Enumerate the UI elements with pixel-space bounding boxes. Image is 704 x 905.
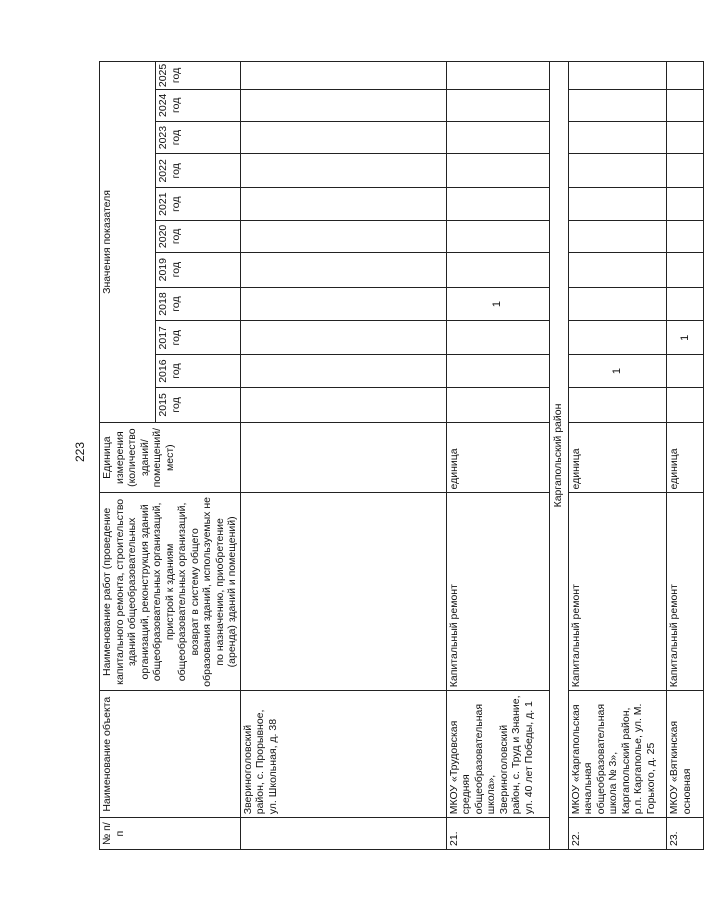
page-number: 223 <box>73 441 88 463</box>
row-value <box>240 188 446 221</box>
row-value <box>446 188 549 221</box>
row-num <box>240 818 446 850</box>
row-value <box>240 221 446 253</box>
rotated-table-wrapper <box>99 61 693 850</box>
row-value <box>667 121 703 154</box>
header-year: 2025 год <box>156 62 240 90</box>
header-unit: Единица измерения (количество зданий/ помещений/ мест) <box>100 422 241 493</box>
header-year: 2018 год <box>156 287 240 321</box>
row-value <box>240 89 446 121</box>
table-row <box>667 62 703 850</box>
row-value <box>667 62 703 90</box>
row-value <box>446 387 549 422</box>
row-value <box>446 121 549 154</box>
header-year: 2024 год <box>156 89 240 121</box>
row-value <box>568 154 666 188</box>
row-object: Звериноголовский район, с. Прорывное, ул. Школьная, д. 38 <box>240 691 446 818</box>
row-value <box>446 62 549 90</box>
table-row <box>446 62 549 850</box>
row-value <box>667 287 703 321</box>
header-year: 2015 год <box>156 387 240 422</box>
row-value <box>568 89 666 121</box>
row-value: 1 <box>667 321 703 355</box>
row-value <box>667 387 703 422</box>
row-value: 1 <box>446 287 549 321</box>
header-year: 2020 год <box>156 221 240 253</box>
region-label: Каргапольский район <box>549 62 568 850</box>
row-value: 1 <box>568 355 666 388</box>
row-value <box>240 252 446 287</box>
header-year: 2022 год <box>156 154 240 188</box>
row-works: Капитальный ремонт <box>446 493 549 691</box>
row-value <box>240 321 446 355</box>
row-num: 23. <box>667 818 703 850</box>
header-num: № п/п <box>100 818 241 850</box>
row-value <box>446 252 549 287</box>
table-row <box>240 62 446 850</box>
row-unit <box>240 422 446 493</box>
row-value <box>240 121 446 154</box>
header-year: 2021 год <box>156 188 240 221</box>
row-value <box>240 355 446 388</box>
table-row <box>568 62 666 850</box>
row-value <box>446 89 549 121</box>
row-unit: единица <box>568 422 666 493</box>
row-value <box>667 154 703 188</box>
row-value <box>568 321 666 355</box>
row-value <box>446 221 549 253</box>
row-value <box>568 252 666 287</box>
row-value <box>667 89 703 121</box>
row-value <box>446 355 549 388</box>
row-num: 21. <box>446 818 549 850</box>
row-object: МКОУ «Трудовская средняя общеобразовательная школа», Звериноголовский район, с. Труд и Знание, ул. 40 лет Победы, д. 1 <box>446 691 549 818</box>
row-value <box>568 121 666 154</box>
row-unit: единица <box>667 422 703 493</box>
row-value <box>667 188 703 221</box>
row-object: МКОУ «Каргапольская начальная общеобразовательная школа № 3», Каргапольский район, р.п. Каргаполье, ул. М. Горького, д. 25 <box>568 691 666 818</box>
header-year: 2017 год <box>156 321 240 355</box>
row-value <box>446 321 549 355</box>
row-value <box>240 62 446 90</box>
header-year: 2023 год <box>156 121 240 154</box>
row-value <box>568 188 666 221</box>
row-value <box>568 387 666 422</box>
row-value <box>568 221 666 253</box>
row-num: 22. <box>568 818 666 850</box>
header-object: Наименование объекта <box>100 691 241 818</box>
row-value <box>446 154 549 188</box>
row-works: Капитальный ремонт <box>568 493 666 691</box>
row-value <box>240 287 446 321</box>
region-row <box>549 62 568 850</box>
row-value <box>240 154 446 188</box>
row-value <box>568 287 666 321</box>
indicators-table <box>99 61 704 850</box>
header-values-group: Значения показателя <box>100 62 156 423</box>
row-value <box>667 221 703 253</box>
header-year: 2019 год <box>156 252 240 287</box>
row-unit: единица <box>446 422 549 493</box>
row-works: Капитальный ремонт <box>667 493 703 691</box>
row-works <box>240 493 446 691</box>
row-value <box>240 387 446 422</box>
header-works: Наименование работ (проведение капитального ремонта, строительство зданий общеобразовательных организаций, реконструкция зданий общеобразовательных организаций, пристрой к зданиям общеобразовательных организаций, возврат в систему общего образования зданий, используемых не по назначению, приобретение (аренда) зданий и помещений) <box>100 493 241 691</box>
row-value <box>568 62 666 90</box>
header-year: 2016 год <box>156 355 240 388</box>
row-value <box>667 355 703 388</box>
row-object: МКОУ «Вяткинская основная <box>667 691 703 818</box>
row-value <box>667 252 703 287</box>
